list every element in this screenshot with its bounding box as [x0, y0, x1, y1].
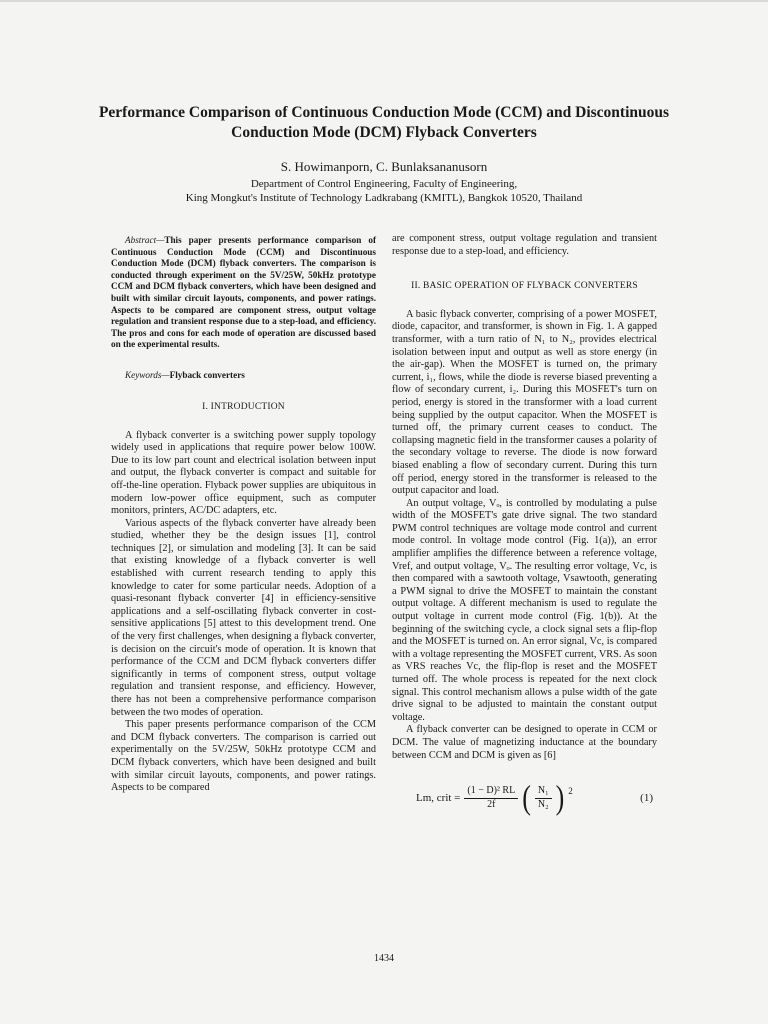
equation-number: (1)	[640, 791, 653, 804]
equation-fraction	[464, 785, 518, 811]
equation-lhs: Lm, crit =	[416, 791, 461, 804]
authors: S. Howimanporn, C. Bunlaksananusorn	[280, 159, 488, 174]
intro-paragraph-2: Various aspects of the flyback converter have already been studied, whether they be the design issues [1], control techniques [2], or simulation and modeling [3]. It can be said that existing knowledge of a flyback converter is well established with current research tending to apply this knowledge to cater for some particular needs. Adoption of a quasi-resonant flyback converter [4] in efficiency-sensitive applications and a self-oscillating flyback converter in cost-sensitive applications [5] attest to this development trend. One of the very first challenges, when designing a flyback converter, is decision on the circuit's mode of operation. It is known that performance of the CCM and DCM flyback converters differ significantly in terms of component stress, output voltage regulation and transient response, and efficiency. However, there has not been a comprehensive performance comparison between the two modes of operation.	[111, 517, 376, 718]
keywords-text: Flyback converters	[169, 369, 245, 380]
section-heading-introduction: I. INTRODUCTION	[202, 401, 285, 412]
abstract-text: This paper presents performance comparison of Continuous Conduction Mode (CCM) and Discontinuous Conduction Mode (DCM) flyback converters. The comparison is conducted through experiment on the 5V/25W, 50kHz prototype CCM and DCM flyback converters, which have been designed and built with similar circuit layouts, components, and power ratings. Aspects to be compared are component stress, output voltage regulation and transient response due to a step-load, and efficiency. The pros and cons for each mode of operation are discussed based on the experimental results.	[111, 235, 376, 350]
basic-paragraph-1: A basic flyback converter, comprising of a power MOSFET, diode, capacitor, and transformer, is shown in Fig. 1. A gapped transformer, with a turn ratio of N₁ to N₂, provides electrical isolation between input and output as well as store energy (in the air-gap). When the MOSFET is turned on, the primary current, i₁, flows, while the diode is reverse biased preventing a flow of secondary current, i₂. During this MOSFET's turn on period, energy is stored in the transformer with a load current being supplied by the output capacitor. When the MOSFET is turned off, the primary current ceases to conduct. The collapsing magnetic field in the transformer causes a polarity of the secondary voltage to reverse. The diode is now forward biased enabling a flow of secondary current. During this turn off period, energy stored in the transformer is released to the output capacitor and load.	[392, 308, 657, 497]
turns-ratio-numerator: N₁	[535, 785, 552, 799]
top-edge-line	[0, 0, 768, 2]
affiliation	[60, 177, 708, 205]
basic-paragraph-2: An output voltage, Vₒ, is controlled by modulating a pulse width of the MOSFET's gate drive signal. The two standard PWM control techniques are voltage mode control and current mode control. In voltage mode control (Fig. 1(a)), an error amplifier amplifies the difference between a reference voltage, Vref, and output voltage, Vₒ. The resulting error voltage, Vc, is then compared with a sawtooth voltage, Vsawtooth, generating a PWM signal to drive the MOSFET to maintain the constant output voltage. A different mechanism is used to regulate the output voltage in current mode control (Fig. 1(b)). At the beginning of the switching cycle, a clock signal sets a flip-flop and the MOSFET is turned on. An error signal, Vc, is compared with a voltage representing the MOSFET current, VRS. As soon as VRS reaches Vc, the flip-flop is reset and the MOSFET turned off. The whole process is repeated for the next clock signal. This control mechanism allows a pulse width of the gate drive signal to be adjusted to maintain the constant output voltage.	[392, 497, 657, 723]
basic-paragraph-3: A flyback converter can be designed to operate in CCM or DCM. The value of magnetizing inductance at the boundary between CCM and DCM is given as [6]	[392, 724, 657, 761]
keywords	[111, 369, 376, 381]
affiliation-line-1: Department of Control Engineering, Faculty of Engineering,	[250, 178, 518, 190]
equation-numerator: (1 − D)² RL	[464, 785, 518, 799]
abstract	[111, 235, 376, 351]
equation-denominator: 2f	[487, 798, 496, 810]
intro-paragraph-3: This paper presents performance comparison of the CCM and DCM flyback converters. The comparison is carried out experimentally on the 5V/25W, 50kHz prototype CCM and DCM flyback converters, which have been designed and built with similar circuit layouts, components, and power ratings. Aspects to be compared	[111, 719, 376, 794]
intro-paragraph-1: A flyback converter is a switching power supply topology widely used in applications that require power below 100W. Due to its low part count and electrical isolation between input and output, the flyback converter is compact and suitable for off-the-line operation. Flyback power supplies are ubiquitous in modern low-power office equipment, such as computer monitors, printers, AC/DC adapters, etc.	[111, 429, 376, 517]
section-heading-basic-operation: II. BASIC OPERATION OF FLYBACK CONVERTERS	[411, 281, 638, 292]
equation-body	[416, 778, 573, 817]
right-continuation: are component stress, output voltage regulation and transient response due to a step-load, and efficiency.	[392, 233, 657, 257]
abstract-label: Abstract—	[125, 235, 165, 245]
left-column	[111, 235, 376, 795]
paper-title: Performance Comparison of Continuous Conduction Mode (CCM) and Discontinuous Conduction Mode (DCM) Flyback Converters	[98, 104, 670, 141]
affiliation-line-2: King Mongkut's Institute of Technology Ladkrabang (KMITL), Bangkok 10520, Thailand	[185, 192, 583, 204]
keywords-label: Keywords—	[125, 369, 170, 380]
right-column	[392, 233, 657, 818]
equation-1	[392, 778, 657, 818]
page-number: 1434	[374, 953, 394, 964]
equation-exponent: 2	[568, 786, 573, 797]
left-paren: (	[522, 778, 531, 817]
turns-ratio	[535, 785, 552, 811]
turns-ratio-denominator: N₂	[537, 798, 549, 810]
right-paren: )	[555, 778, 565, 817]
